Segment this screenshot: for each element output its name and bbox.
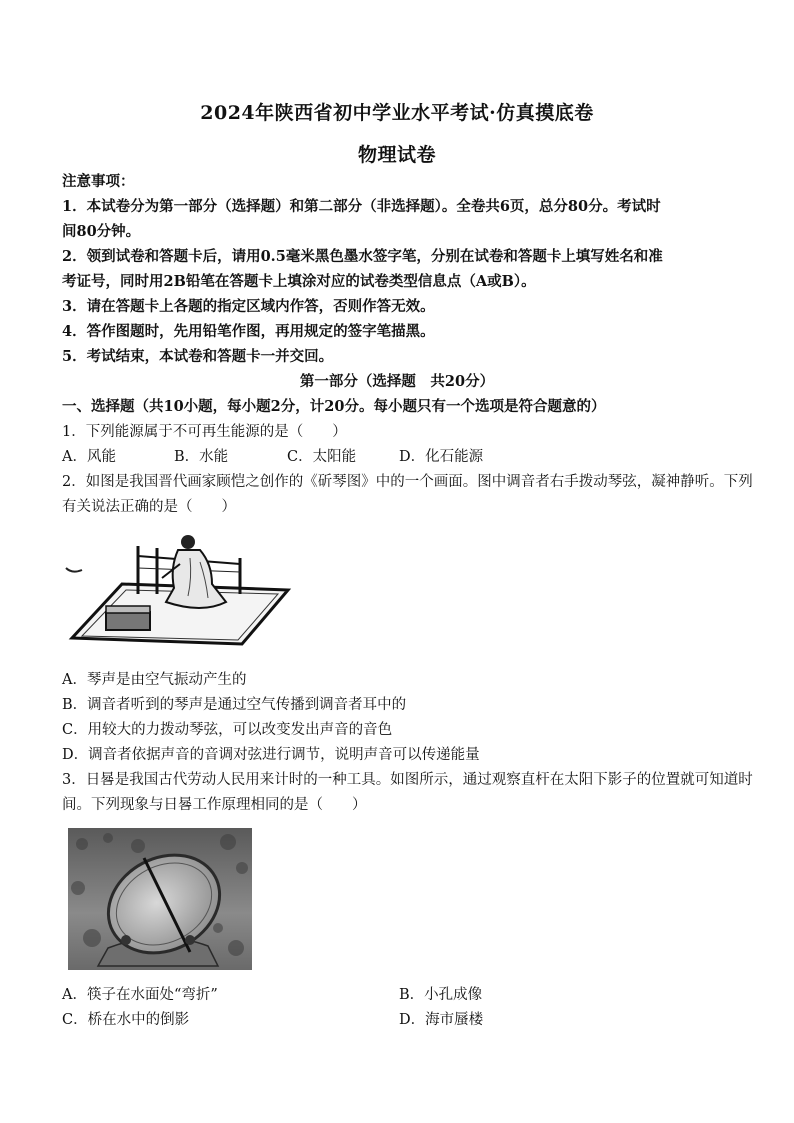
note-1b: 间80分钟。	[62, 223, 141, 240]
zhuoqin-painting-figure	[62, 528, 294, 646]
note-3: 3．请在答题卡上各题的指定区域内作答，否则作答无效。	[62, 298, 435, 315]
section-heading: 一、选择题（共10小题，每小题2分，计20分。每小题只有一个选项是符合题意的）	[62, 398, 606, 415]
q3-stem-line2: 间。下列现象与日晷工作原理相同的是（ ）	[62, 797, 367, 813]
q1-option-a: A．风能	[62, 449, 116, 465]
q2-option-a: A．琴声是由空气振动产生的	[62, 672, 247, 688]
note-1a: 1．本试卷分为第一部分（选择题）和第二部分（非选择题）。全卷共6页，总分80分。考试时	[62, 198, 661, 215]
part1-heading: 第一部分（选择题 共20分）	[299, 373, 495, 390]
q3-option-a: A．筷子在水面处“弯折”	[62, 987, 218, 1003]
note-5: 5．考试结束，本试卷和答题卡一并交回。	[62, 348, 334, 365]
note-4: 4．答作图题时，先用铅笔作图，再用规定的签字笔描黑。	[62, 323, 435, 340]
q2-option-d: D．调音者依据声音的音调对弦进行调节，说明声音可以传递能量	[62, 747, 480, 763]
q3-option-c: C．桥在水中的倒影	[62, 1012, 190, 1028]
q1-option-b: B．水能	[174, 449, 229, 465]
q3-option-b: B．小孔成像	[399, 987, 483, 1003]
q3-stem-line1: 3．日晷是我国古代劳动人民用来计时的一种工具。如图所示，通过观察直杆在太阳下影子的位置就可知道时	[62, 772, 753, 788]
notes-heading: 注意事项：	[62, 173, 135, 190]
q1-stem: 1．下列能源属于不可再生能源的是（ ）	[62, 424, 347, 440]
sundial-photo-figure	[68, 828, 252, 970]
q3-option-d: D．海市蜃楼	[399, 1012, 484, 1028]
q2-stem-line2: 有关说法正确的是（ ）	[62, 499, 236, 515]
note-2b: 考证号，同时用2B铅笔在答题卡上填涂对应的试卷类型信息点（A或B）。	[62, 273, 536, 290]
q2-stem-line1: 2．如图是我国晋代画家顾恺之创作的《斫琴图》中的一个画面。图中调音者右手拨动琴弦，凝神静听。下列	[62, 474, 753, 490]
q2-option-b: B．调音者听到的琴声是通过空气传播到调音者耳中的	[62, 697, 407, 713]
q1-option-c: C．太阳能	[287, 449, 357, 465]
q2-option-c: C．用较大的力拨动琴弦，可以改变发出声音的音色	[62, 722, 393, 738]
q1-option-d: D．化石能源	[399, 449, 484, 465]
exam-subtitle: 物理试卷	[357, 144, 436, 166]
exam-title: 2024年陕西省初中学业水平考试·仿真摸底卷	[200, 102, 594, 124]
note-2a: 2．领到试卷和答题卡后，请用0.5毫米黑色墨水签字笔，分别在试卷和答题卡上填写姓名和准	[62, 248, 663, 265]
